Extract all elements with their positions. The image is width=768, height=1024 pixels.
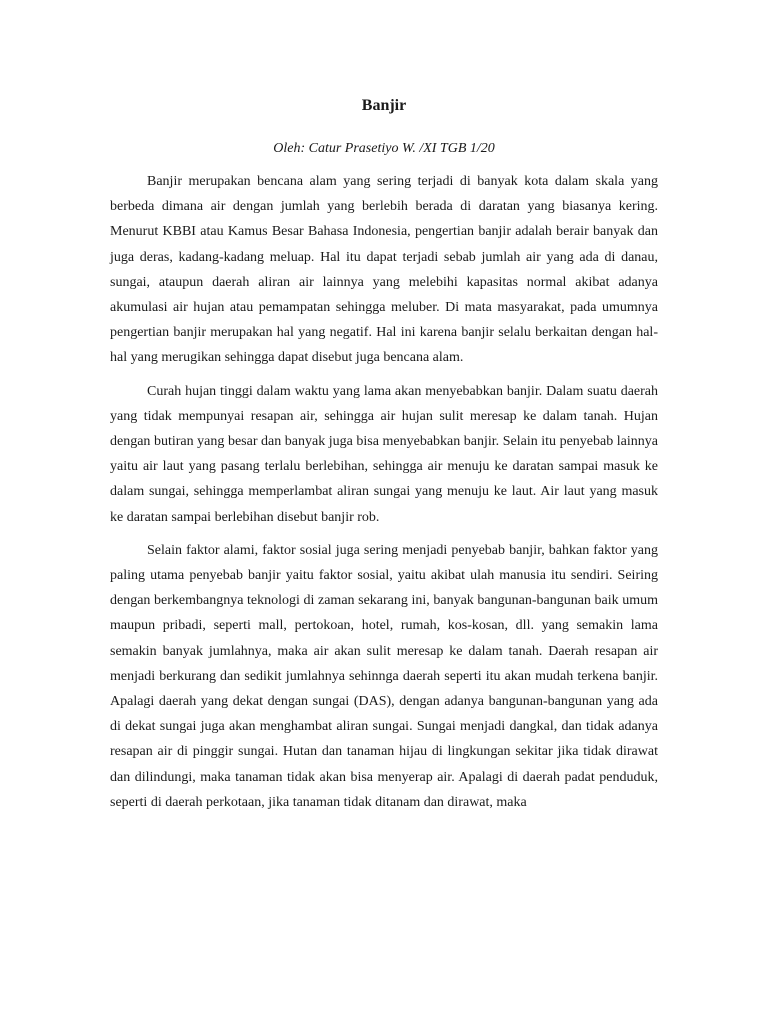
author-line: Oleh: Catur Prasetiyo W. /XI TGB 1/20 [273, 141, 495, 156]
paragraph-3: Selain faktor alami, faktor sosial juga sering menjadi penyebab banjir, bahkan faktor yang paling utama penyebab banjir yaitu faktor sosial, yaitu akibat ulah manusia itu sendiri. Seiring dengan berkembangnya teknologi di zaman sekarang ini, banyak bangunan-bangunan baik umum maupun pribadi, seperti mall, pertokoan, hotel, rumah, kos-kosan, dll. yang semakin lama semakin banyak jumlahnya, maka air akan sulit meresap ke dalam tanah. Daerah resapan air menjadi berkurang dan sedikit jumlahnya sehinnga daerah seperti itu akan mudah terkena banjir. Apalagi daerah yang dekat dengan sungai (DAS), dengan adanya bangunan-bangunan yang ada di dekat sungai juga akan menghambat aliran sungai. Sungai menjadi dangkal, dan tidak adanya resapan air di pinggir sungai. Hutan dan tanaman hijau di lingkungan sekitar jika tidak dirawat dan dilindungi, maka tanaman tidak akan bisa menyerap air. Apalagi di daerah padat penduduk, seperti di daerah perkotaan, jika tanaman tidak ditanam dan dirawat, maka [110, 542, 658, 810]
paragraph-2: Curah hujan tinggi dalam waktu yang lama akan menyebabkan banjir. Dalam suatu daerah yang tidak mempunyai resapan air, sehingga air hujan sulit meresap ke dalam tanah. Hujan dengan butiran yang besar dan banyak juga bisa menyebabkan banjir. Selain itu penyebab lainnya yaitu air laut yang pasang terlalu berlebihan, sehingga air menuju ke daratan sampai masuk ke dalam sungai, sehingga memperlambat aliran sungai yang menuju ke laut. Air laut yang masuk ke daratan sampai berlebihan disebut banjir rob. [110, 383, 658, 525]
document-page [110, 96, 658, 823]
document-title: Banjir [361, 97, 407, 114]
paragraph-1: Banjir merupakan bencana alam yang sering terjadi di banyak kota dalam skala yang berbeda dimana air dengan jumlah yang berlebih berada di daratan yang biasanya kering. Menurut KBBI atau Kamus Besar Bahasa Indonesia, pengertian banjir adalah berair banyak dan juga deras, kadang-kadang meluap. Hal itu dapat terjadi sebab jumlah air yang ada di danau, sungai, ataupun daerah aliran air lainnya yang melebihi kapasitas normal akibat adanya akumulasi air hujan atau pemampatan sehingga meluber. Di mata masyarakat, pada umumnya pengertian banjir merupakan hal yang negatif. Hal ini karena banjir selalu berkaitan dengan hal-hal yang merugikan sehingga dapat disebut juga bencana alam. [110, 174, 658, 366]
